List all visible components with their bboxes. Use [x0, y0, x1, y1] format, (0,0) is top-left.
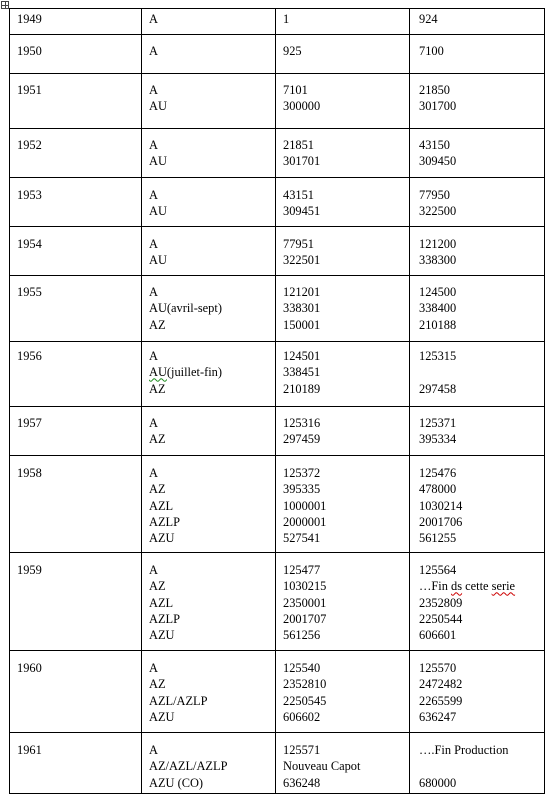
model-line: AU(juillet-fin): [149, 365, 222, 380]
model-line: AZ: [149, 579, 166, 594]
table-row: [10, 733, 545, 794]
serial-end-line: 43150: [419, 138, 450, 152]
model-line: A: [149, 138, 158, 152]
serial-end-line: 2472482: [419, 677, 463, 692]
serial-end-cell: [410, 35, 545, 74]
serial-end-line: 636247: [419, 709, 457, 724]
serial-end-line: 338300: [419, 253, 457, 268]
serial-start-line: 297459: [283, 432, 321, 447]
year-line: 1957: [17, 416, 42, 430]
model-line: AZL: [149, 595, 174, 610]
table-row: [10, 342, 545, 407]
model-line: AU: [149, 99, 167, 114]
year-line: 1955: [17, 285, 42, 299]
model-line: AZ: [149, 317, 166, 332]
model-line: AZL: [149, 498, 174, 513]
serial-end-line: 125315: [419, 349, 457, 363]
serial-end-line: 7100: [419, 44, 444, 58]
year-cell: [10, 651, 142, 733]
serial-start-line: 121201: [283, 285, 321, 299]
serial-start-line: 2000001: [283, 514, 327, 529]
serial-end-line: 2001706: [419, 514, 463, 529]
model-line: AU: [149, 253, 167, 268]
production-table: [9, 8, 545, 794]
serial-start-line: 300000: [283, 99, 321, 114]
model-cell: [142, 9, 276, 35]
serial-end-line: 77950: [419, 188, 450, 202]
model-line: AZLP: [149, 611, 180, 626]
serial-start-line: 561256: [283, 628, 321, 643]
serial-start-line: 636248: [283, 775, 321, 790]
serial-end-line: 561255: [419, 531, 457, 546]
serial-start-line: 77951: [283, 237, 314, 251]
serial-start-line: 925: [283, 44, 302, 58]
serial-start-line: 322501: [283, 253, 321, 268]
year-cell: [10, 342, 142, 407]
model-line: A: [149, 349, 158, 363]
table-row: [10, 456, 545, 553]
model-line: AZL/AZLP: [149, 693, 208, 708]
year-line: 1960: [17, 661, 42, 675]
model-cell: [142, 342, 276, 407]
serial-end-line: 2265599: [419, 693, 463, 708]
year-cell: [10, 74, 142, 129]
serial-start-line: 527541: [283, 531, 321, 546]
serial-start-line: Nouveau Capot: [283, 759, 361, 774]
year-line: 1959: [17, 563, 42, 577]
serial-start-line: 7101: [283, 83, 308, 97]
serial-start-cell: [276, 733, 410, 794]
model-line: A: [149, 237, 158, 251]
serial-start-line: 309451: [283, 204, 321, 219]
serial-end-cell: [410, 178, 545, 227]
model-cell: [142, 227, 276, 276]
model-cell: [142, 456, 276, 553]
serial-start-cell: [276, 651, 410, 733]
serial-start-line: 124501: [283, 349, 321, 363]
table-row: [10, 651, 545, 733]
serial-start-line: 2350001: [283, 595, 327, 610]
production-table-body: [10, 9, 545, 794]
model-line: AZU (CO): [149, 775, 204, 790]
serial-start-line: 338451: [283, 365, 321, 380]
year-line: 1954: [17, 237, 42, 251]
serial-start-cell: [276, 178, 410, 227]
table-row: [10, 227, 545, 276]
model-line: AZLP: [149, 514, 180, 529]
model-line: A: [149, 188, 158, 202]
model-cell: [142, 733, 276, 794]
table-row: [10, 129, 545, 178]
model-cell: [142, 74, 276, 129]
serial-start-line: 2250545: [283, 693, 327, 708]
serial-end-line: ….Fin Production: [419, 743, 509, 757]
serial-start-cell: [276, 342, 410, 407]
model-cell: [142, 178, 276, 227]
serial-start-line: 1030215: [283, 579, 327, 594]
serial-start-cell: [276, 456, 410, 553]
serial-start-line: 395335: [283, 482, 321, 497]
model-line: A: [149, 285, 158, 299]
serial-end-line: 301700: [419, 99, 457, 114]
model-line: A: [149, 83, 158, 97]
table-row: [10, 35, 545, 74]
model-cell: [142, 553, 276, 651]
serial-start-line: 2001707: [283, 611, 327, 626]
serial-end-line: 2352809: [419, 595, 463, 610]
serial-end-line: 121200: [419, 237, 457, 251]
serial-start-cell: [276, 553, 410, 651]
year-cell: [10, 9, 142, 35]
year-cell: [10, 733, 142, 794]
serial-start-cell: [276, 129, 410, 178]
serial-end-line: 21850: [419, 83, 450, 97]
year-line: 1961: [17, 743, 42, 757]
year-cell: [10, 276, 142, 342]
model-line: A: [149, 466, 158, 480]
model-cell: [142, 276, 276, 342]
serial-end-line: 125570: [419, 661, 457, 675]
serial-start-line: 43151: [283, 188, 314, 202]
year-cell: [10, 129, 142, 178]
model-line: A: [149, 44, 158, 58]
table-row: [10, 276, 545, 342]
serial-start-cell: [276, 276, 410, 342]
serial-start-cell: [276, 227, 410, 276]
year-line: 1952: [17, 138, 42, 152]
serial-end-cell: [410, 651, 545, 733]
serial-start-line: 301701: [283, 154, 321, 169]
model-line: AU(avril-sept): [149, 301, 222, 316]
serial-end-line: 606601: [419, 628, 457, 643]
serial-end-line: 125371: [419, 416, 457, 430]
serial-end-line: 924: [419, 12, 438, 26]
serial-end-cell: [410, 276, 545, 342]
serial-end-line: 338400: [419, 301, 457, 316]
serial-start-line: 1000001: [283, 498, 327, 513]
year-cell: [10, 553, 142, 651]
year-line: 1956: [17, 349, 42, 363]
model-line: AU: [149, 204, 167, 219]
serial-end-line: 2250544: [419, 611, 463, 626]
model-line: A: [149, 563, 158, 577]
year-line: 1951: [17, 83, 42, 97]
serial-end-line: 125476: [419, 466, 457, 480]
model-cell: [142, 129, 276, 178]
serial-start-line: 606602: [283, 709, 321, 724]
serial-end-cell: [410, 342, 545, 407]
serial-start-line: 125540: [283, 661, 321, 675]
serial-end-cell: [410, 733, 545, 794]
model-line: AZU: [149, 531, 175, 546]
serial-start-line: 21851: [283, 138, 314, 152]
model-cell: [142, 35, 276, 74]
model-line: AZ: [149, 677, 166, 692]
serial-start-cell: [276, 35, 410, 74]
serial-end-line: 124500: [419, 285, 457, 299]
serial-start-line: 338301: [283, 301, 321, 316]
model-line: A: [149, 12, 158, 26]
table-row: [10, 553, 545, 651]
table-row: [10, 178, 545, 227]
year-line: 1953: [17, 188, 42, 202]
serial-start-cell: [276, 9, 410, 35]
model-line: AU: [149, 154, 167, 169]
serial-end-cell: [410, 456, 545, 553]
serial-end-line: 309450: [419, 154, 457, 169]
serial-end-line: 125564: [419, 563, 457, 577]
serial-start-cell: [276, 74, 410, 129]
serial-start-line: 210189: [283, 381, 321, 396]
year-cell: [10, 178, 142, 227]
year-cell: [10, 407, 142, 456]
serial-end-line: [419, 364, 538, 380]
serial-end-line: 395334: [419, 432, 457, 447]
year-cell: [10, 456, 142, 553]
serial-end-line: [419, 758, 538, 774]
serial-start-line: 125316: [283, 416, 321, 430]
model-line: AZ: [149, 432, 166, 447]
model-cell: [142, 407, 276, 456]
model-line: A: [149, 416, 158, 430]
serial-start-line: 125571: [283, 743, 321, 757]
serial-start-line: 125477: [283, 563, 321, 577]
model-line: AZU: [149, 628, 175, 643]
year-line: 1958: [17, 466, 42, 480]
serial-end-line: 297458: [419, 381, 457, 396]
table-row: [10, 74, 545, 129]
serial-end-line: 478000: [419, 482, 457, 497]
serial-end-cell: [410, 129, 545, 178]
serial-start-line: 2352810: [283, 677, 327, 692]
table-row: [10, 407, 545, 456]
serial-end-line: 210188: [419, 317, 457, 332]
model-cell: [142, 651, 276, 733]
serial-end-line: 680000: [419, 775, 457, 790]
year-line: 1950: [17, 44, 42, 58]
table-row: [10, 9, 545, 35]
serial-end-cell: [410, 9, 545, 35]
model-line: AZ: [149, 381, 166, 396]
serial-start-line: 125372: [283, 466, 321, 480]
serial-end-cell: [410, 74, 545, 129]
year-cell: [10, 227, 142, 276]
serial-end-line: 322500: [419, 204, 457, 219]
serial-end-cell: [410, 227, 545, 276]
model-line: AZ/AZL/AZLP: [149, 759, 228, 774]
serial-start-cell: [276, 407, 410, 456]
model-line: A: [149, 661, 158, 675]
year-cell: [10, 35, 142, 74]
serial-start-line: 150001: [283, 317, 321, 332]
serial-end-cell: [410, 553, 545, 651]
table-anchor-icon[interactable]: [1, 1, 9, 9]
serial-end-cell: [410, 407, 545, 456]
model-line: A: [149, 743, 158, 757]
serial-end-line: …Fin ds cette serie: [419, 579, 516, 594]
serial-end-line: 1030214: [419, 498, 463, 513]
serial-start-line: 1: [283, 12, 290, 26]
year-line: 1949: [17, 12, 42, 26]
model-line: AZ: [149, 482, 166, 497]
model-line: AZU: [149, 709, 175, 724]
